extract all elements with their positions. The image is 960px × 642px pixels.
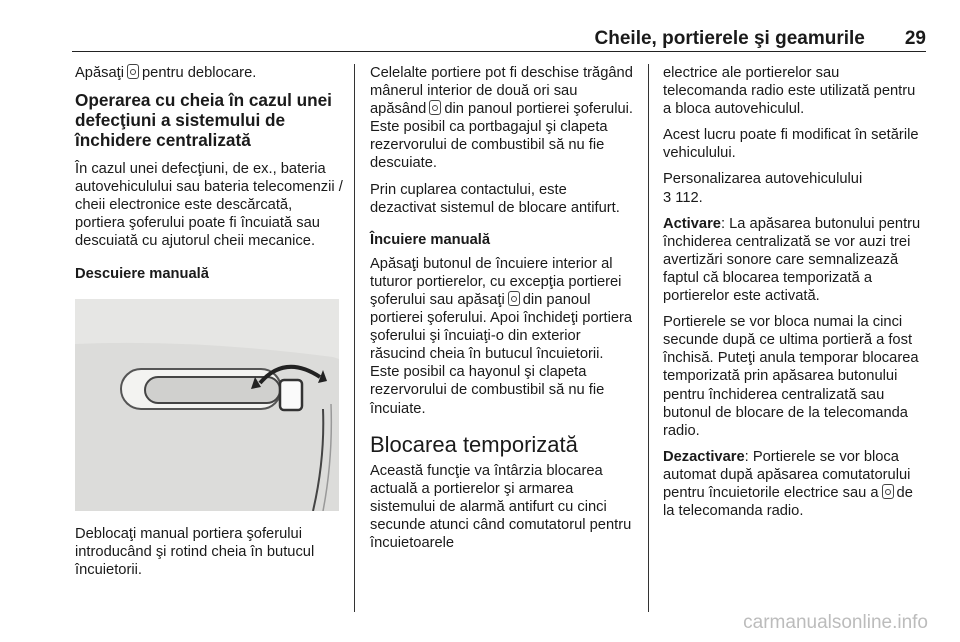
paragraph: Prin cuplarea contactului, este dezactivat sistemul de blocare antifurt. (370, 181, 620, 216)
subheading-manual-unlock: Descuiere manuală (75, 265, 209, 282)
page-number: 29 (904, 28, 926, 49)
subheading-manual-lock: Încuiere manuală (370, 231, 490, 248)
lock-icon (508, 291, 520, 306)
column-divider-2 (648, 64, 649, 612)
paragraph: Această funcţie va întârzia blocarea actuală a portierelor şi armarea sistemului de alarmă antifurt cu cinci secunde atunci când comutatorul pentru încuietoarele (370, 462, 632, 551)
watermark: carmanualsonline.info (743, 612, 928, 633)
column-2 (370, 64, 636, 560)
figure-caption: Deblocaţi manual portiera şoferului introducând şi rotind cheia în butucul încuietorii. (75, 525, 315, 578)
lock-icon (882, 484, 894, 499)
section-title-delayed-locking: Blocarea temporizată (370, 431, 578, 457)
page-header (72, 28, 926, 50)
column-1 (75, 64, 343, 587)
paragraph-activation: Activare: La apăsarea butonului pentru închiderea centralizată se vor auzi trei avertizări sonore care semnalizează faptul că blocarea temporizată a portierelor este activată. (663, 215, 921, 305)
paragraph: Portierele se vor bloca numai la cinci secunde după ce ultima portieră a fost închisă. Puteţi anula temporar blocarea temporizată prin apăsarea butonului pentru închiderea centralizată sau butonul de blocare de la telecomanda radio. (663, 314, 919, 439)
paragraph: Celelalte portiere pot fi deschise trăgând mânerul interior de două ori sau apăsând din panoul portierei şoferului. Este posibil ca portbagajul şi clapeta rezervorului de combustibil să nu fie descuiate. (370, 65, 633, 172)
door-handle-illustration (75, 299, 339, 511)
unlock-instruction: Apăsaţi pentru deblocare. (75, 65, 257, 81)
header-divider (72, 51, 926, 52)
paragraph: electrice ale portierelor sau telecomanda radio este utilizată pentru a bloca autovehiculul. (663, 65, 916, 118)
unlock-icon (429, 100, 441, 115)
paragraph: Personalizarea autovehiculului 3 112. (663, 171, 863, 206)
chapter-title: Cheile, portierele şi geamurile (594, 28, 865, 49)
paragraph-deactivation: Dezactivare: Portierele se vor bloca automat după apăsarea comutatorului pentru încuietorile electrice sau a de la telecomanda radio. (663, 448, 913, 520)
section-heading-key-operation: Operarea cu cheia în cazul unei defecţiuni a sistemului de închidere centralizată (75, 90, 332, 151)
page-reference: 3 112. (663, 189, 703, 206)
paragraph: În cazul unei defecţiuni, de ex., bateria autovehiculului sau bateria telecomenzii / cheii electronice este descărcată, portiera şoferului poate fi încuiată sau descuiată cu ajutorul cheii mecanice. (75, 161, 343, 250)
column-3 (663, 64, 927, 528)
column-divider-1 (354, 64, 355, 612)
paragraph: Acest lucru poate fi modificat în setările vehiculului. (663, 127, 919, 162)
paragraph: Apăsaţi butonul de încuiere interior al tuturor portierelor, cu excepţia portierei şoferului sau apăsaţi din panoul portierei şoferului. Apoi închideţi portiera şoferului şi încuiaţi-o din exterior răsucind cheia în butucul încuietorii. Este posibil ca hayonul şi clapeta rezervorului de combustibil să nu fie încuiate. (370, 255, 633, 417)
unlock-icon (127, 64, 139, 79)
